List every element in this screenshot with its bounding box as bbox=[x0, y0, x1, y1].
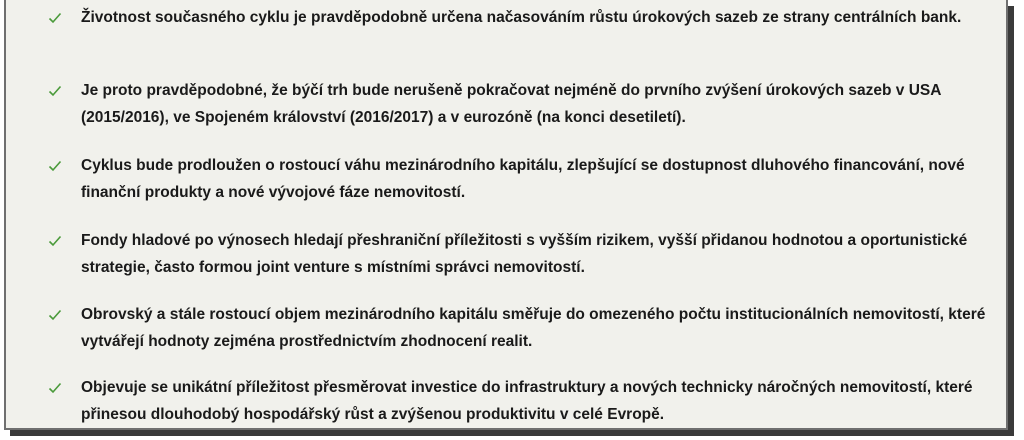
check-icon bbox=[48, 159, 62, 173]
check-icon bbox=[48, 84, 62, 98]
check-icon bbox=[48, 308, 62, 322]
check-icon bbox=[48, 11, 62, 25]
bullet-text: Životnost současného cyklu je pravděpodobně určena načasováním růstu úrokových sazeb ze strany centrálních bank. bbox=[81, 9, 962, 26]
bullet-text: Cyklus bude prodloužen o rostoucí váhu mezinárodního kapitálu, zlepšující se dostupnost dluhového financování, nové finanční produkty a nové vývojové fáze nemovitostí. bbox=[81, 157, 965, 201]
check-icon bbox=[48, 381, 62, 395]
bullet-text: Fondy hladové po výnosech hledají přeshraniční příležitosti s vyšším rizikem, vyšší přidanou hodnotou a oportunistické strategie, často formou joint venture s místními správci nemovitostí. bbox=[81, 232, 968, 276]
bullet-text: Je proto pravděpodobné, že býčí trh bude nerušeně pokračovat nejméně do prvního zvýšení úrokových sazeb v USA (2015/2016), ve Spojeném království (2016/2017) a v eurozóně (na konci desetiletí). bbox=[81, 82, 941, 126]
bullet-text: Objevuje se unikátní příležitost přesměrovat investice do infrastruktury a nových technicky náročných nemovitostí, které přinesou dlouhodobý hospodářský růst a zvýšenou produktivitu v celé Evropě. bbox=[81, 379, 973, 423]
check-icon bbox=[48, 234, 62, 248]
content-panel bbox=[4, 0, 1008, 430]
bullet-text: Obrovský a stále rostoucí objem mezinárodního kapitálu směřuje do omezeného počtu institucionálních nemovitostí, které vytvářejí hodnoty zejména prostřednictvím zhodnocení realit. bbox=[81, 306, 986, 350]
